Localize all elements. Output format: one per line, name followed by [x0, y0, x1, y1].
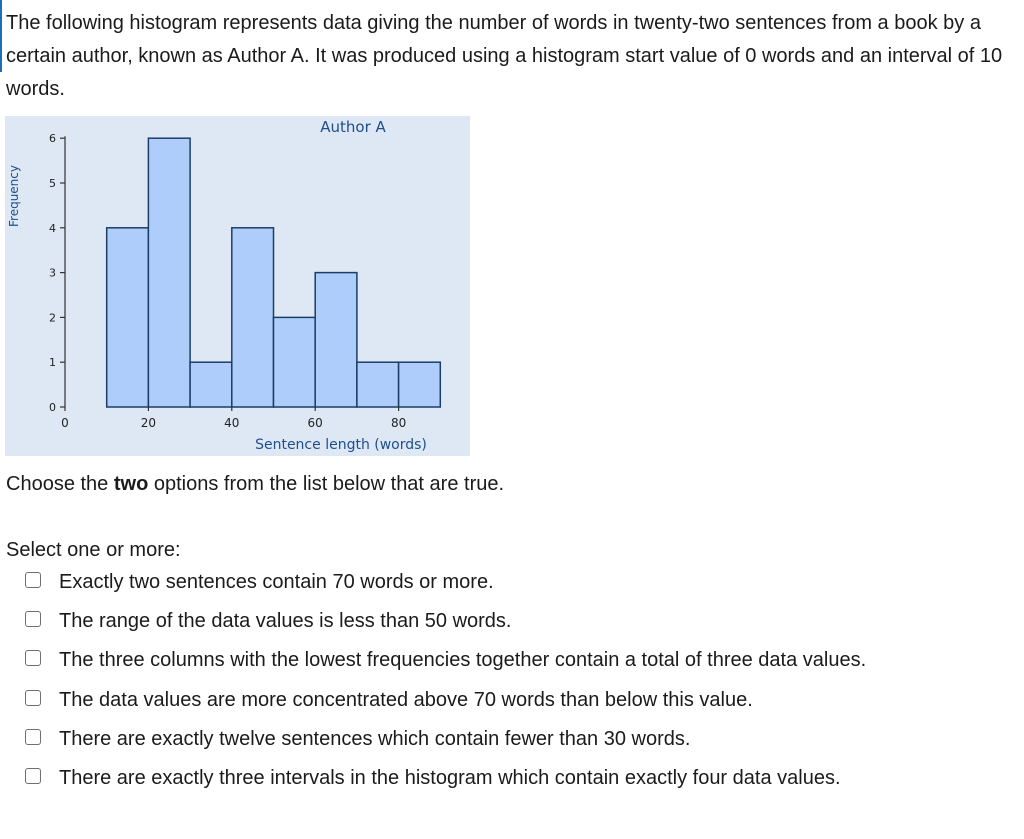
option-3-checkbox[interactable]	[25, 650, 41, 666]
option-2-label[interactable]: The range of the data values is less than 50 words.	[59, 610, 512, 633]
y-tick-label: 3	[49, 266, 56, 280]
x-tick-label: 20	[140, 416, 157, 430]
histogram-bar	[190, 362, 232, 407]
option-2[interactable]	[0, 608, 1024, 647]
histogram-bar	[399, 362, 441, 407]
option-1-checkbox[interactable]	[25, 572, 41, 588]
histogram-bar	[232, 228, 274, 407]
question-left-rule	[0, 0, 2, 72]
instruction-prefix: Choose the	[6, 473, 114, 495]
option-1-label[interactable]: Exactly two sentences contain 70 words or more.	[59, 571, 494, 593]
histogram-bar	[148, 138, 190, 407]
y-axis-label: Frequency	[7, 165, 21, 227]
option-1[interactable]	[0, 569, 1024, 608]
instruction-emphasis: two	[113, 473, 149, 495]
chart-title: Author A	[320, 118, 386, 136]
option-4[interactable]	[0, 687, 1024, 726]
option-3-label[interactable]: The three columns with the lowest frequencies together contain a total of three data values.	[59, 649, 867, 672]
options-list	[0, 569, 1024, 804]
y-tick-label: 1	[49, 356, 56, 370]
y-tick-label: 0	[49, 401, 56, 414]
x-tick-label: 0	[61, 416, 69, 430]
histogram-svg	[5, 116, 470, 456]
option-4-label[interactable]: The data values are more concentrated above 70 words than below this value.	[59, 688, 753, 711]
option-5-label[interactable]: There are exactly twelve sentences which contain fewer than 30 words.	[59, 727, 691, 750]
y-tick-label: 5	[49, 177, 56, 190]
histogram-bar	[315, 273, 357, 407]
option-4-checkbox[interactable]	[25, 690, 41, 706]
x-axis-label: Sentence length (words)	[255, 437, 427, 453]
histogram-bar	[107, 228, 149, 407]
option-6[interactable]	[0, 765, 1024, 804]
histogram-chart	[5, 116, 470, 456]
y-tick-label: 4	[49, 221, 56, 235]
x-tick-label: 80	[390, 416, 407, 430]
y-tick-label: 6	[49, 132, 56, 146]
option-6-label[interactable]: There are exactly three intervals in the histogram which contain exactly four data values.	[59, 766, 841, 789]
option-3[interactable]	[0, 647, 1024, 686]
question-text: The following histogram represents data giving the number of words in twenty-two sentences from a book by a certain author, known as Author A. It was produced using a histogram start value of 0 words and an interval of 10 words.	[6, 12, 1003, 100]
instruction-suffix: options from the list below that are true.	[148, 473, 505, 495]
select-label: Select one or more:	[6, 539, 181, 561]
option-6-checkbox[interactable]	[25, 768, 41, 784]
y-tick-label: 2	[49, 311, 56, 325]
x-tick-label: 40	[224, 416, 240, 430]
instruction-text	[6, 470, 504, 498]
option-5[interactable]	[0, 726, 1024, 765]
x-tick-label: 60	[307, 416, 323, 430]
option-2-checkbox[interactable]	[25, 611, 41, 627]
option-5-checkbox[interactable]	[25, 729, 41, 745]
histogram-bar	[274, 317, 316, 407]
histogram-bar	[357, 362, 399, 407]
